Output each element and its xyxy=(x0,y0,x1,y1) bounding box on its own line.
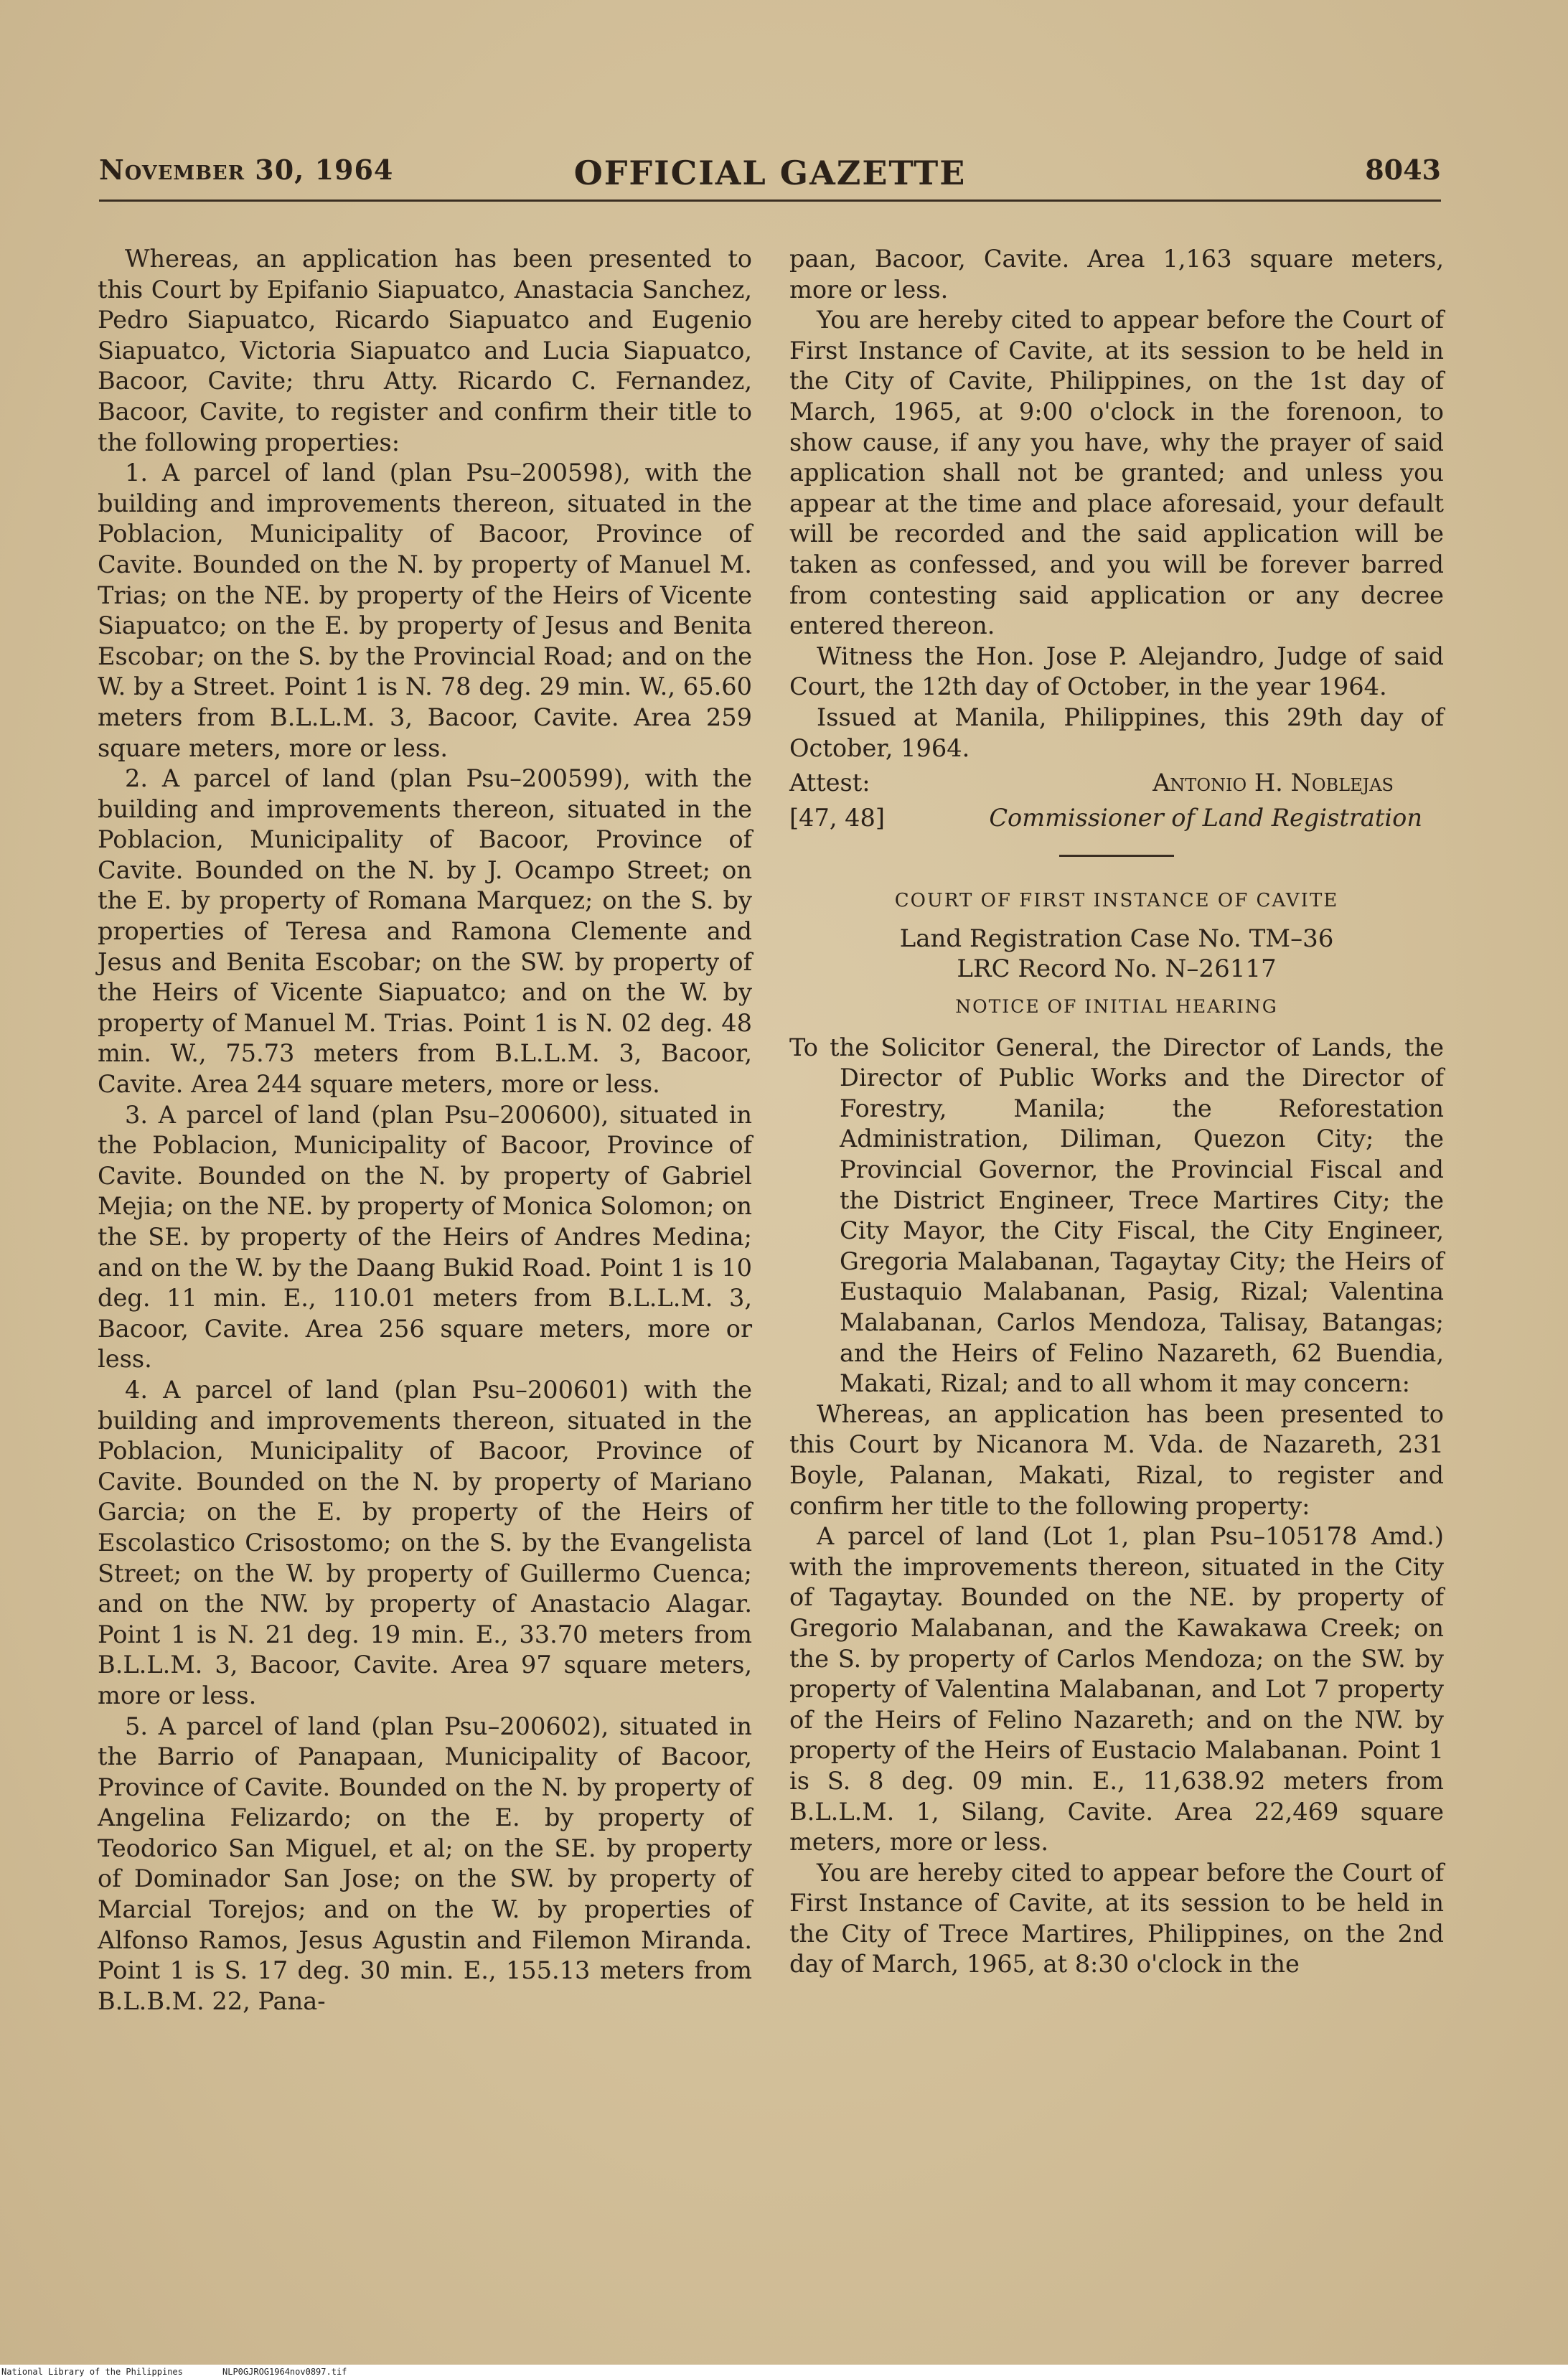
parcel-1-paragraph: 1. A parcel of land (plan Psu–200598), with the building and improvements thereon, situated in the Poblacion, Municipality of Bacoor, Province of Cavite. Bounded on the N. by property of Manuel M. Trias; on the NE. by property of the Heirs of Vicente Siapuatco; on the E. by property of Jesus and Benita Escobar; on the S. by the Provincial Road; and on the W. by a Street. Point 1 is N. 78 deg. 29 min. W., 65.60 meters from B.L.L.M. 3, Bacoor, Cavite. Area 259 square meters, more or less. xyxy=(98,459,752,762)
issue-date: November 30, 1964 xyxy=(99,154,394,186)
citation-paragraph: You are hereby cited to appear before the Court of First Instance of Cavite, at its session to be held in the City of Cavite, Philippines, on the 1st day of March, 1965, at 9:00 o'clock in the forenoon, to show cause, if any you have, why the prayer of said application shall not be granted; and unless you appear at the time and place aforesaid, your default will be recorded and the said application will be taken as confessed, and you will be forever barred from contesting said application or any decree entered thereon. xyxy=(789,306,1444,640)
issued-paragraph: Issued at Manila, Philippines, this 29th day of October, 1964. xyxy=(789,703,1444,762)
library-credit: National Library of the Philippines xyxy=(1,2367,183,2377)
parcel-tagaytay-paragraph: A parcel of land (Lot 1, plan Psu–105178 Amd.) with the improvements thereon, situated in the City of Tagaytay. Bounded on the NE. by property of Gregorio Malabanan, and the Kawakawa Creek; on the S. by property of Carlos Mendoza; on the SW. by property of Valentina Malabanan, and Lot 7 property of the Heirs of Felino Nazareth; and on the NW. by property of the Heirs of Eustacio Malabanan. Point 1 is S. 8 deg. 09 min. E., 11,638.92 meters from B.L.L.M. 1, Silang, Cavite. Area 22,469 square meters, more or less. xyxy=(789,1522,1444,1857)
whereas-2-paragraph: Whereas, an application has been presented to this Court by Nicanora M. Vda. de Nazareth, 231 Boyle, Palanan, Makati, Rizal, to register and confirm her title to the following property: xyxy=(789,1399,1444,1520)
attest-line xyxy=(789,768,1444,799)
continuation-paragraph: paan, Bacoor, Cavite. Area 1,163 square meters, more or less. xyxy=(789,245,1444,304)
issue-reference: [47, 48] xyxy=(789,803,886,832)
attest-name: Antonio H. Noblejas xyxy=(1152,769,1394,797)
addressees-paragraph: To the Solicitor General, the Director of Lands, the Director of Public Works and the Director of Forestry, Manila; the Reforestation Administration, Diliman, Quezon City; the Provincial Governor, the Provincial Fiscal and the District Engineer, Trece Martires City; the City Mayor, the City Fiscal, the City Engineer, Gregoria Malabanan, Tagaytay City; the Heirs of Eustaquio Malabanan, Pasig, Rizal; Valentina Malabanan, Carlos Mendoza, Talisay, Batangas; and the Heirs of Felino Nazareth, 62 Buendia, Makati, Rizal; and to all whom it may concern: xyxy=(789,1033,1444,1398)
left-column xyxy=(98,244,752,2017)
attest-title: Commissioner of Land Registration xyxy=(989,803,1422,832)
header-rule xyxy=(99,200,1441,202)
scan-footer xyxy=(0,2365,1568,2379)
publication-title: OFFICIAL GAZETTE xyxy=(573,154,967,192)
scan-filename: NLP0GJROG1964nov0897.tif xyxy=(222,2367,347,2377)
parcel-4-paragraph: 4. A parcel of land (plan Psu–200601) with the building and improvements thereon, situated in the Poblacion, Municipality of Bacoor, Province of Cavite. Bounded on the N. by property of Mariano Garcia; on the E. by property of the Heirs of Escolastico Crisostomo; on the S. by the Evangelista Street; on the W. by property of Guillermo Cuenca; and on the NW. by property of Anastacio Alagar. Point 1 is N. 21 deg. 19 min. E., 33.70 meters from B.L.L.M. 3, Bacoor, Cavite. Area 97 square meters, more or less. xyxy=(98,1375,752,1709)
right-column xyxy=(789,244,1444,1980)
citation-2-paragraph: You are hereby cited to appear before the Court of First Instance of Cavite, at its session to be held in the City of Trece Martires, Philippines, on the 2nd day of March, 1965, at 8:30 o'clock in the xyxy=(789,1858,1444,1979)
section-divider xyxy=(1059,855,1174,857)
witness-paragraph: Witness the Hon. Jose P. Alejandro, Judge of said Court, the 12th day of October, in the year 1964. xyxy=(789,642,1444,701)
attest-title-line xyxy=(789,803,1444,834)
record-number: LRC Record No. N–26117 xyxy=(957,954,1277,984)
notice-heading: NOTICE OF INITIAL HEARING xyxy=(955,996,1278,1018)
parcel-3-paragraph: 3. A parcel of land (plan Psu–200600), situated in the Poblacion, Municipality of Bacoor, Province of Cavite. Bounded on the N. by property of Gabriel Mejia; on the NE. by property of Monica Solomon; on the SE. by property of the Heirs of Andres Medina; and on the W. by the Daang Bukid Road. Point 1 is 10 deg. 11 min. E., 110.01 meters from B.L.L.M. 3, Bacoor, Cavite. Area 256 square meters, more or less. xyxy=(98,1100,752,1374)
page-number: 8043 xyxy=(1365,154,1441,186)
case-number: Land Registration Case No. TM–36 xyxy=(899,924,1334,953)
parcel-5-paragraph: 5. A parcel of land (plan Psu–200602), situated in the Barrio of Panapaan, Municipality of Bacoor, Province of Cavite. Bounded on the N. by property of Angelina Felizardo; on the E. by property of Teodorico San Miguel, et al; on the SE. by property of Dominador San Jose; on the SW. by property of Marcial Torejos; and on the W. by properties of Alfonso Ramos, Jesus Agustin and Filemon Miranda. Point 1 is S. 17 deg. 30 min. E., 155.13 meters from B.L.B.M. 22, Pana- xyxy=(98,1712,752,2015)
whereas-paragraph: Whereas, an application has been presented to this Court by Epifanio Siapuatco, Anastacia Sanchez, Pedro Siapuatco, Ricardo Siapuatco and Eugenio Siapuatco, Victoria Siapuatco and Lucia Siapuatco, Bacoor, Cavite; thru Atty. Ricardo C. Fernandez, Bacoor, Cavite, to register and confirm their title to the following properties: xyxy=(98,245,752,456)
page-header xyxy=(99,154,1441,197)
parcel-2-paragraph: 2. A parcel of land (plan Psu–200599), with the building and improvements thereon, situated in the Poblacion, Municipality of Bacoor, Province of Cavite. Bounded on the N. by J. Ocampo Street; on the E. by property of Romana Marquez; on the S. by properties of Teresa and Ramona Clemente and Jesus and Benita Escobar; on the SW. by property of the Heirs of Vicente Siapuatco; and on the W. by property of Manuel M. Trias. Point 1 is N. 02 deg. 48 min. W., 75.73 meters from B.L.L.M. 3, Bacoor, Cavite. Area 244 square meters, more or less. xyxy=(98,764,752,1099)
court-heading: COURT OF FIRST INSTANCE OF CAVITE xyxy=(894,890,1339,912)
attest-label: Attest: xyxy=(789,769,870,797)
